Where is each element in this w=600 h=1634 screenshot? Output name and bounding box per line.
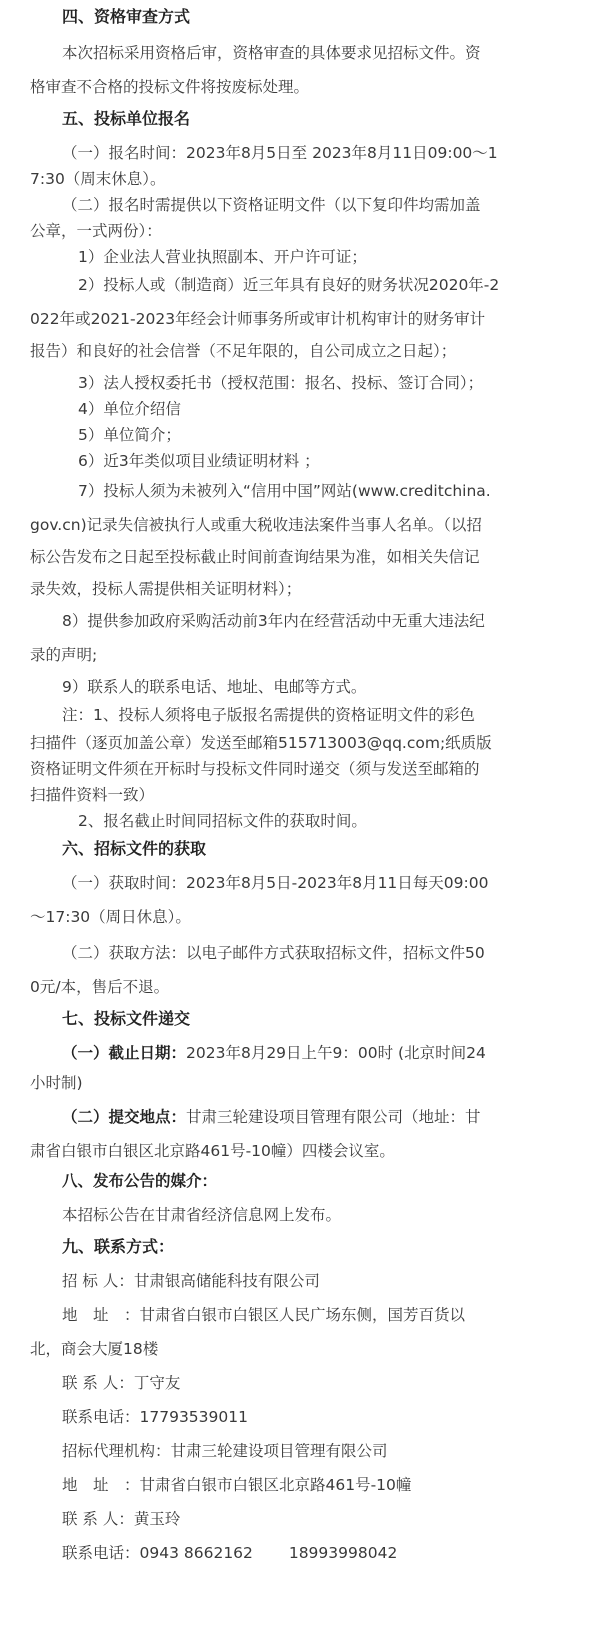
- s5-note-1-line-1: 注：1、投标人须将电子版报名需提供的资格证明文件的彩色: [62, 706, 475, 724]
- s5-item-1: 1）企业法人营业执照副本、开户许可证；: [78, 248, 367, 266]
- s5-item-2-line-2: 022年或2021-2023年经会计师事务所或审计机构审计的财务审计: [30, 310, 486, 328]
- s5-item-7-line-1: 7）投标人须为未被列入“信用中国”网站(www.creditchina.: [78, 482, 491, 500]
- section-4-heading: 四、资格审查方式: [62, 7, 191, 26]
- section-5-heading: 五、投标单位报名: [62, 109, 191, 128]
- s7-deadline-line-1: [62, 1042, 600, 1064]
- s9-address-1-line-2: 北，商会大厦18楼: [30, 1340, 159, 1358]
- s7-deadline-line-2: 小时制): [30, 1074, 83, 1092]
- s9-contact-1: 联 系 人：丁守友: [62, 1374, 181, 1392]
- s5-item-4: 4）单位介绍信: [78, 400, 181, 418]
- s7-place-value: 甘肃三轮建设项目管理有限公司（地址：甘: [186, 1108, 481, 1126]
- s7-deadline-label: （一）截止日期：: [62, 1044, 187, 1062]
- s6-method-2: 0元/本，售后不退。: [30, 978, 170, 996]
- s5-req-1: （二）报名时需提供以下资格证明文件（以下复印件均需加盖: [62, 196, 481, 214]
- s5-item-7-line-3: 标公告发布之日起至投标截止时间前查询结果为准，如相关失信记: [30, 548, 480, 566]
- s5-item-2-line-1: 2）投标人或（制造商）近三年具有良好的财务状况2020年-2: [78, 276, 500, 294]
- s5-item-9: 9）联系人的联系电话、地址、电邮等方式。: [62, 678, 367, 696]
- s9-phone-2: 联系电话：0943 8662162 18993998042: [62, 1544, 398, 1562]
- s9-agency: 招标代理机构：甘肃三轮建设项目管理有限公司: [62, 1442, 388, 1460]
- s6-time-1: （一）获取时间：2023年8月5日-2023年8月11日每天09:00: [62, 874, 489, 892]
- s7-place-label: （二）提交地点：: [62, 1108, 187, 1126]
- s5-item-3: 3）法人授权委托书（授权范围：报名、投标、签订合同）；: [78, 374, 484, 392]
- s5-item-2-line-3: 报告）和良好的社会信誉（不足年限的，自公司成立之日起）；: [30, 342, 457, 360]
- s9-contact-2: 联 系 人：黄玉玲: [62, 1510, 181, 1528]
- s5-note-1-line-2: 扫描件（逐页加盖公章）发送至邮箱515713003@qq.com;纸质版: [30, 734, 492, 752]
- section-9-heading: 九、联系方式：: [62, 1237, 175, 1256]
- s6-method-1: （二）获取方法：以电子邮件方式获取招标文件，招标文件50: [62, 944, 485, 962]
- s5-item-7-line-2: gov.cn)记录失信被执行人或重大税收违法案件当事人名单。（以招: [30, 516, 482, 534]
- s5-item-8-line-1: 8）提供参加政府采购活动前3年内在经营活动中无重大违法纪: [62, 612, 485, 630]
- s5-note-1-line-3: 资格证明文件须在开标时与投标文件同时递交（须与发送至邮箱的: [30, 760, 480, 778]
- s9-address-2: 地 址 ：甘肃省白银市白银区北京路461号-10幢: [62, 1476, 412, 1494]
- s7-place-line-2: 肃省白银市白银区北京路461号-10幢）四楼会议室。: [30, 1142, 395, 1160]
- s7-place-line-1: [62, 1106, 600, 1128]
- s5-item-8-line-2: 录的声明;: [30, 646, 98, 664]
- s4-line-1: 本次招标采用资格后审，资格审查的具体要求见招标文件。资: [62, 44, 481, 62]
- s9-address-1-line-1: 地 址 ：甘肃省白银市白银区人民广场东侧，国芳百货以: [62, 1306, 466, 1324]
- s5-note-1-line-4: 扫描件资料一致）: [30, 786, 155, 804]
- s9-phone-1: 联系电话：17793539011: [62, 1408, 248, 1426]
- s5-item-7-line-4: 录失效，投标人需提供相关证明材料）；: [30, 580, 302, 598]
- s5-reg-time-2: 7:30（周末休息）。: [30, 170, 166, 188]
- s5-req-2: 公章，一式两份）：: [30, 222, 162, 240]
- s5-item-5: 5）单位简介；: [78, 426, 181, 444]
- section-8-heading: 八、发布公告的媒介：: [62, 1172, 218, 1190]
- s5-note-2: 2、报名截止时间同招标文件的获取时间。: [78, 812, 367, 830]
- section-6-heading: 六、招标文件的获取: [62, 839, 207, 858]
- s5-item-6: 6）近3年类似项目业绩证明材料 ；: [78, 452, 320, 470]
- s9-tenderer: 招 标 人：甘肃银高储能科技有限公司: [62, 1272, 320, 1290]
- s4-line-2: 格审查不合格的投标文件将按废标处理。: [30, 78, 310, 96]
- s7-deadline-value: 2023年8月29日上午9：00时 (北京时间24: [186, 1044, 486, 1062]
- section-7-heading: 七、投标文件递交: [62, 1009, 191, 1028]
- s5-reg-time-1: （一）报名时间：2023年8月5日至 2023年8月11日09:00～1: [62, 144, 498, 162]
- s8-text: 本招标公告在甘肃省经济信息网上发布。: [62, 1206, 342, 1224]
- s6-time-2: ～17:30（周日休息）。: [30, 908, 191, 926]
